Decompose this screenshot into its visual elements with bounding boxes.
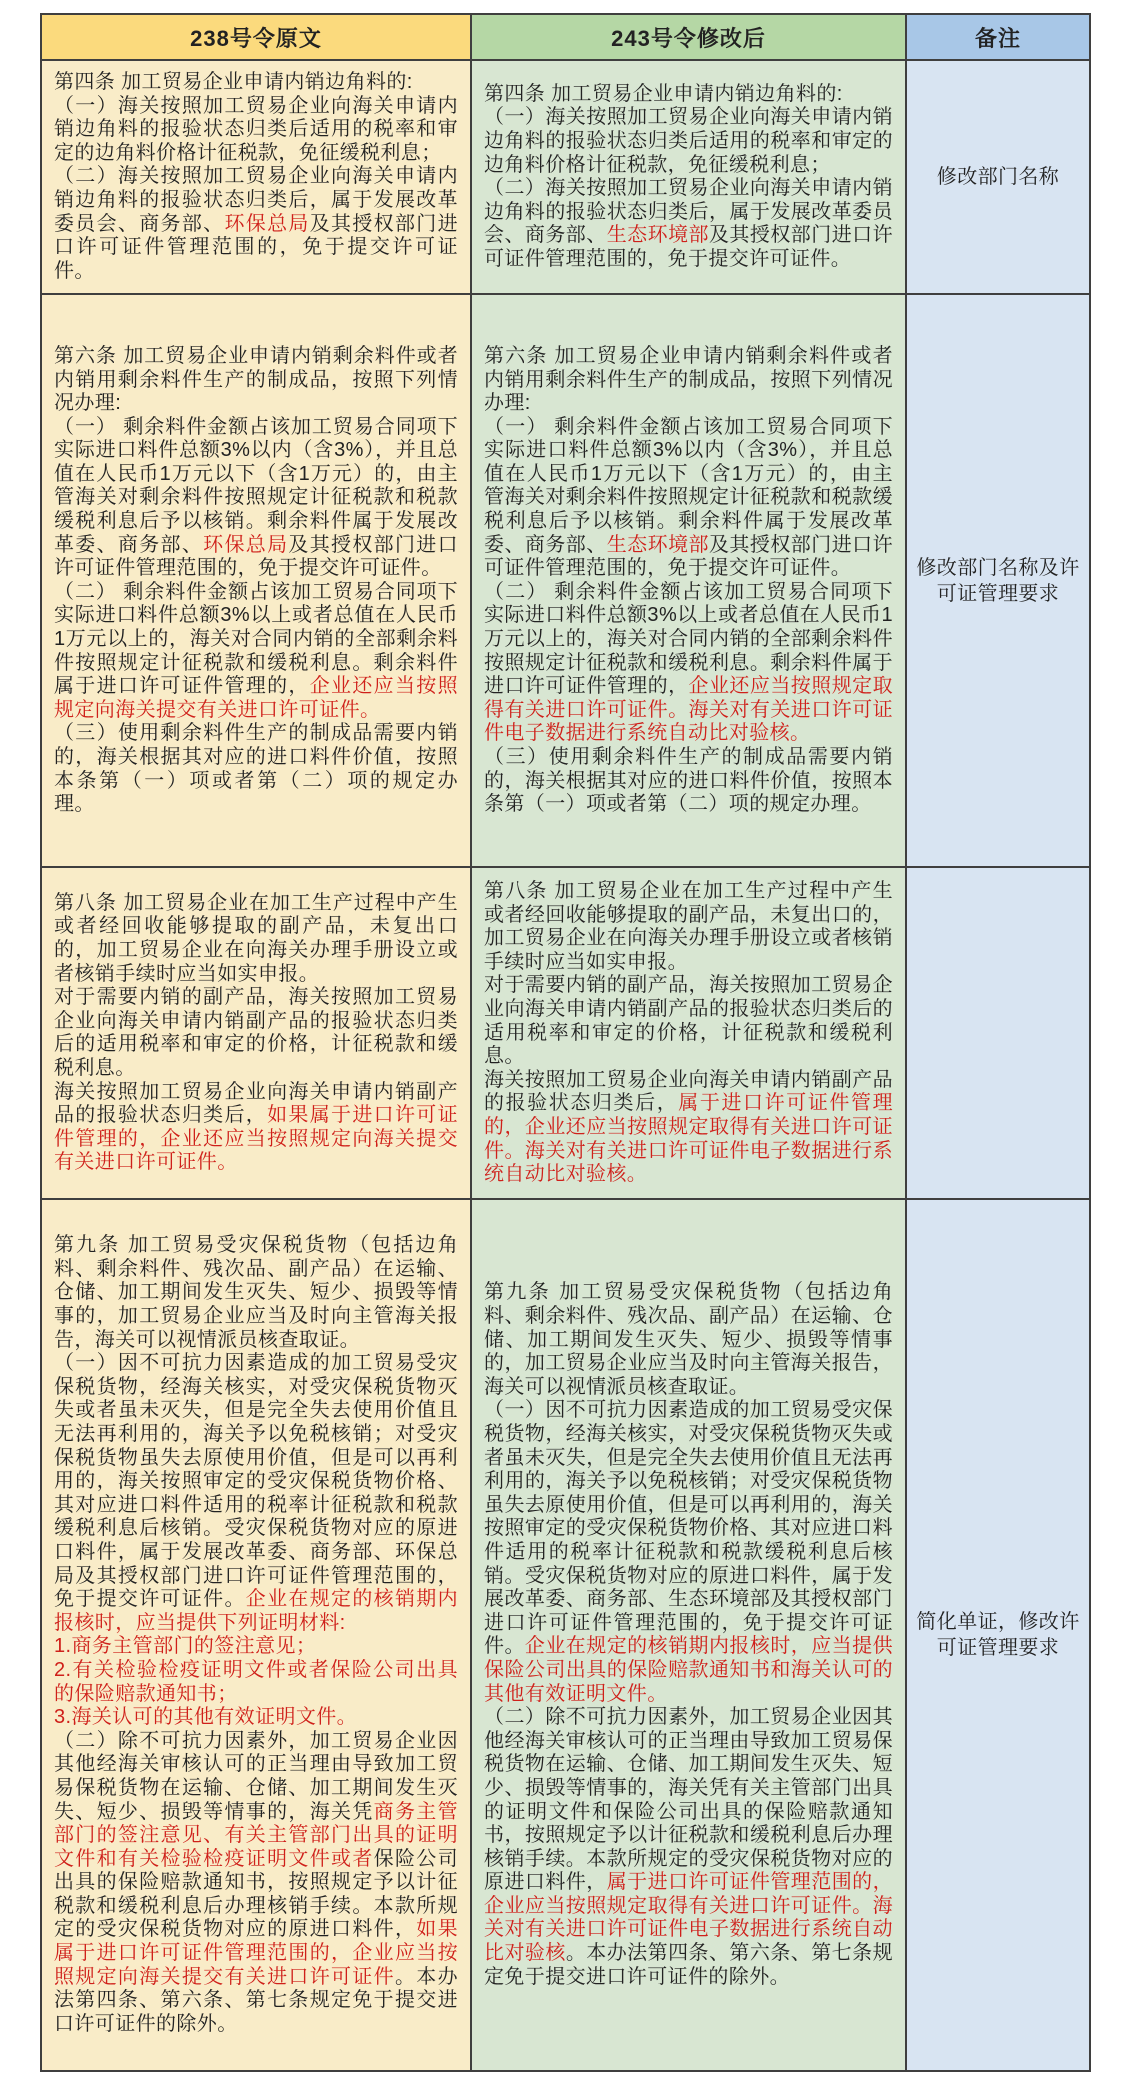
paragraph [54,892,458,986]
paragraph [54,1352,458,1635]
cell-remark-row-1: 修改部门名称 [906,60,1090,294]
column-header-revised: 243号令修改后 [471,14,906,60]
paragraph [484,177,893,271]
changed-text-run: 1.商务主管部门的签注意见； [54,1635,317,1658]
paragraph [484,581,893,746]
table-row-1 [41,60,1090,294]
text-run: （二）除不可抗力因素外，加工贸易企业因其他经海关审核认可的正当理由导致加工贸易保税货物在运输、仓储、加工期间发生灭失、短少、损毁等情事的，海关凭 [54,1729,458,1823]
text-run: 及其授权部门进口许可证件管理范围的，免于提交许可证件。 [54,212,458,282]
text-run: （二） 剩余料件金额占该加工贸易合同项下实际进口料件总额3%以上或者总值在人民币1万元以上的，海关对合同内销的全部剩余料件按照规定计征税款和缓税利息。剩余料件属于进口许可证件管理的， [484,580,893,698]
table-row-4 [41,1199,1090,2071]
text-run: 第四条 加工贸易企业申请内销边角料的: [484,82,843,105]
cell-remark-row-3 [906,867,1090,1199]
text-run: 及其授权部门进口许可证件管理范围的，免于提交许可证件。 [484,533,893,580]
changed-text-run: 属于进口许可证件管理的，企业还应当按照规定取得有关进口许可证件。海关对有关进口许可证件电子数据进行系统自动比对验核。 [484,1092,893,1186]
text-run: 对于需要内销的副产品，海关按照加工贸易企业向海关申请内销副产品的报验状态归类后的适用税率和审定的价格，计征税款和缓税利息。 [54,986,458,1079]
paragraph [484,974,893,1068]
paragraph [484,1281,893,1399]
changed-text-run: 属于进口许可证件管理范围的，企业应当按照规定取得有关进口许可证件。海关对有关进口许可证件电子数据进行系统自动比对验核 [484,1871,893,1965]
text-run: 第九条 加工贸易受灾保税货物（包括边角料、剩余料件、残次品、副产品）在运输、仓储、加工期间发生灭失、短少、损毁等情事的，加工贸易企业应当及时向主管海关报告，海关可以视情派员核查取证。 [54,1234,458,1351]
paragraph [54,722,458,816]
paragraph [484,83,893,107]
paragraph [484,416,893,581]
paragraph [484,1706,893,1989]
text-run: （二）海关按照加工贸易企业向海关申请内销边角料的报验状态归类后，属于发展改革委员会、商务部、 [54,165,458,235]
text-run: （一）海关按照加工贸易企业向海关申请内销边角料的报验状态归类后适用的税率和审定的边角料价格计征税款，免征缓税利息； [54,94,458,164]
text-run: （二）除不可抗力因素外，加工贸易企业因其他经海关审核认可的正当理由导致加工贸易保税货物在运输、仓储、加工期间发生灭失、短少、损毁等情事的，海关凭有关主管部门出具的证明文件和保险公司出具的保险赔款通知书，按照规定予以计征税款和缓税利息后办理核销手续。本款所规定的受灾保税货物对应的原进口料件， [484,1706,893,1894]
paragraph [484,746,893,817]
paragraph [484,345,893,416]
text-run: 及其授权部门进口许可证件管理范围的，免于提交许可证件。 [484,224,893,270]
changed-text-run: 企业还应当按照规定向海关提交有关进口许可证件。 [54,675,458,721]
changed-text-run: 2.有关检验检疫证明文件或者保险公司出具的保险赔款通知书； [54,1658,458,1705]
text-run: （三）使用剩余料件生产的制成品需要内销的，海关根据其对应的进口料件价值，按照本条第（一）项或者第（二）项的规定办理。 [54,722,458,816]
column-header-remark: 备注 [906,14,1090,60]
changed-text-run: 如果属于进口许可证件管理范围的，企业应当按照规定向海关提交有关进口许可证件 [54,1918,458,1988]
table-row-3 [41,867,1090,1199]
paragraph [54,1659,458,1706]
changed-text-run: 企业还应当按照规定取得有关进口许可证件。海关对有关进口许可证件电子数据进行系统自动比对验核。 [484,675,894,745]
table-body [41,60,1090,2071]
text-run: （一） 剩余料件金额占该加工贸易合同项下实际进口料件总额3%以内（含3%），并且总值在人民币1万元以下（含1万元）的，由主管海关对剩余料件按照规定计征税款和税款缓税利息后予以核销。剩余料件属于发展改革委、商务部、 [54,415,458,556]
changed-text-run: 如果属于进口许可证件管理的，企业还应当按照规定向海关提交有关进口许可证件。 [54,1104,458,1174]
text-run: （三）使用剩余料件生产的制成品需要内销的，海关根据其对应的进口料件价值，按照本条第（一）项或者第（二）项的规定办理。 [484,746,893,816]
cell-original-row-3 [41,867,471,1199]
paragraph [484,1069,893,1187]
paragraph [54,1635,458,1659]
paragraph [54,1081,458,1175]
text-run: （二）海关按照加工贸易企业向海关申请内销边角料的报验状态归类后，属于发展改革委员会、商务部、 [484,177,893,247]
text-run: （一）海关按照加工贸易企业向海关申请内销边角料的报验状态归类后适用的税率和审定的边角料价格计征税款，免征缓税利息； [484,106,893,176]
changed-text-run: 企业在规定的核销期内报核时，应当提供下列证明材料: [54,1588,458,1634]
paragraph [54,95,458,166]
text-run: 海关按照加工贸易企业向海关申请内销副产品的报验状态归类后， [54,1080,458,1127]
column-header-original: 238号令原文 [41,14,471,60]
paragraph [54,71,458,95]
cell-revised-row-2 [471,294,906,867]
paragraph [54,581,458,723]
changed-text-run: 3.海关认可的其他有效证明文件。 [54,1706,358,1729]
changed-text-run: 环保总局 [224,212,310,235]
table-header-row [41,14,1090,60]
changed-text-run: 环保总局 [203,533,289,556]
text-run: 第九条 加工贸易受灾保税货物（包括边角料、剩余料件、残次品、副产品）在运输、仓储、加工期间发生灭失、短少、损毁等情事的，加工贸易企业应当及时向主管海关报告，海关可以视情派员核查取证。 [484,1281,893,1398]
paragraph [484,1399,893,1706]
text-run: （二） 剩余料件金额占该加工贸易合同项下实际进口料件总额3%以上或者总值在人民币1万元以上的，海关对合同内销的全部剩余料件按照规定计征税款和缓税利息。剩余料件属于进口许可证件管理的， [54,580,458,698]
cell-original-row-2 [41,294,471,867]
paragraph [54,416,458,581]
changed-text-run: 生态环境部 [606,533,709,556]
text-run: 保险公司出具的保险赔款通知书，按照规定予以计征税款和缓税利息后办理核销手续。本款所规定的受灾保税货物对应的原进口料件， [54,1847,459,1941]
cell-revised-row-4 [471,1199,906,2071]
text-run: 及其授权部门进口许可证件管理范围的，免于提交许可证件。 [54,533,458,580]
text-run: 第六条 加工贸易企业申请内销剩余料件或者内销用剩余料件生产的制成品，按照下列情况办理: [54,344,458,415]
text-run: （一）因不可抗力因素造成的加工贸易受灾保税货物，经海关核实，对受灾保税货物灭失或者虽未灭失，但是完全失去使用价值且无法再利用的，海关予以免税核销；对受灾保税货物虽失去原使用价值，但是可以再利用的，海关按照审定的受灾保税货物价格、其对应进口料件适用的税率计征税款和税款缓税利息后核销。受灾保税货物对应的原进口料件，属于发展改革委、商务部、环保总局及其授权部门进口许可证件管理范围的，免于提交许可证件。 [54,1352,458,1611]
text-run: 。本办法第四条、第六条、第七条规定免于提交进口许可证件的除外。 [484,1942,893,1988]
paragraph [54,1234,458,1352]
text-run: 对于需要内销的副产品，海关按照加工贸易企业向海关申请内销副产品的报验状态归类后的适用税率和审定的价格，计征税款和缓税利息。 [484,974,893,1068]
text-run: 第八条 加工贸易企业在加工生产过程中产生或者经回收能够提取的副产品，未复出口的，加工贸易企业在向海关办理手册设立或者核销手续时应当如实申报。 [54,891,458,985]
text-run: （一）因不可抗力因素造成的加工贸易受灾保税货物，经海关核实，对受灾保税货物灭失或者虽未灭失，但是完全失去使用价值且无法再利用的，海关予以免税核销；对受灾保税货物虽失去原使用价值，但是可以再利用的，海关按照审定的受灾保税货物价格、其对应进口料件适用的税率计征税款和税款缓税利息后核销。受灾保税货物对应的原进口料件，属于发展改革委、商务部、生态环境部及其授权部门进口许可证件管理范围的，免于提交许可证件。 [484,1399,893,1658]
paragraph [54,345,458,416]
paragraph [54,165,458,283]
regulation-comparison-table [40,13,1091,2072]
text-run: （一） 剩余料件金额占该加工贸易合同项下实际进口料件总额3%以内（含3%），并且总值在人民币1万元以下（含1万元）的，由主管海关对剩余料件按照规定计征税款和税款缓税利息后予以核销。剩余料件属于发展改革委、商务部、 [484,415,893,556]
cell-remark-row-2: 修改部门名称及许可证管理要求 [906,294,1090,867]
changed-text-run: 企业在规定的核销期内报核时，应当提供保险公司出具的保险赔款通知书和海关认可的其他有效证明文件。 [484,1635,893,1705]
paragraph [484,880,893,974]
cell-revised-row-3 [471,867,906,1199]
cell-original-row-1 [41,60,471,294]
cell-original-row-4 [41,1199,471,2071]
text-run: 第六条 加工贸易企业申请内销剩余料件或者内销用剩余料件生产的制成品，按照下列情况办理: [484,344,893,415]
text-run: 海关按照加工贸易企业向海关申请内销副产品的报验状态归类后， [484,1068,893,1115]
text-run: 第八条 加工贸易企业在加工生产过程中产生或者经回收能够提取的副产品，未复出口的，加工贸易企业在向海关办理手册设立或者核销手续时应当如实申报。 [484,879,893,973]
text-run: 第四条 加工贸易企业申请内销边角料的: [54,71,413,93]
paragraph [54,1730,458,2037]
changed-text-run: 生态环境部 [606,224,709,247]
table-row-2 [41,294,1090,867]
paragraph [54,1706,458,1730]
cell-revised-row-1 [471,60,906,294]
paragraph [54,986,458,1080]
changed-text-run: 商务主管部门的签注意见、有关主管部门出具的证明文件和有关检验检疫证明文件或者 [54,1800,459,1870]
text-run: 。本办法第四条、第六条、第七条规定免于提交进口许可证件的除外。 [54,1965,459,2035]
paragraph [484,106,893,177]
cell-remark-row-4: 简化单证，修改许可证管理要求 [906,1199,1090,2071]
